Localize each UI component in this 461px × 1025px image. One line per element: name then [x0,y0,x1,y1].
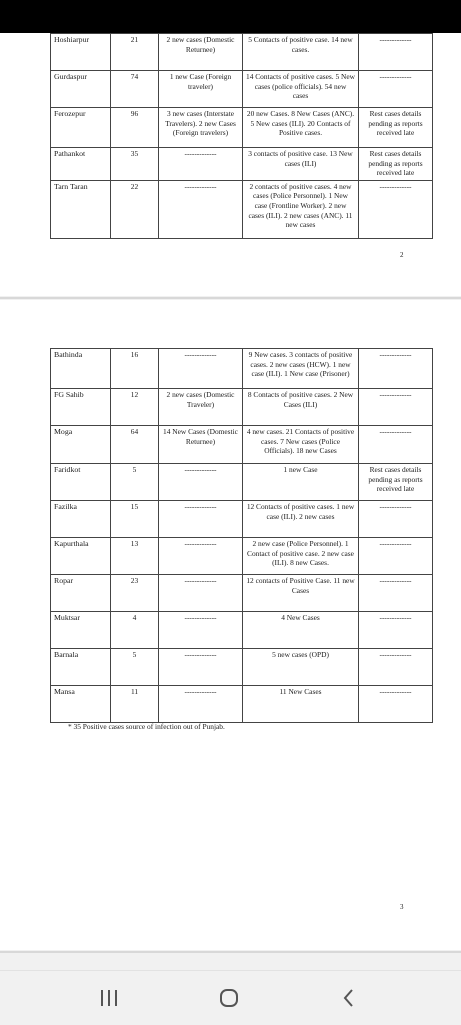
status-bar [0,0,461,33]
contact-cases: 1 new Case [243,464,359,501]
table-row [51,34,433,71]
case-count: 35 [111,148,159,181]
remarks: Rest cases details pending as reports received late [359,148,433,181]
page-number: 2 [400,251,404,259]
case-count: 11 [111,686,159,723]
table-row [51,501,433,538]
table-row [51,649,433,686]
district-name: Ferozepur [51,108,111,148]
case-count: 15 [111,501,159,538]
case-count: 22 [111,180,159,238]
district-name: Faridkot [51,464,111,501]
table-row [51,464,433,501]
back-icon [341,988,357,1008]
remarks: ------------- [359,71,433,108]
contact-cases: 12 Contacts of positive cases. 1 new case (ILI). 2 new cases [243,501,359,538]
district-name: Kapurthala [51,538,111,575]
case-count: 96 [111,108,159,148]
case-count: 5 [111,464,159,501]
travel-cases: ------------- [159,538,243,575]
footnote: * 35 Positive cases source of infection out of Punjab. [68,722,225,731]
contact-cases: 2 contacts of positive cases. 4 new cases (Police Personnel). 1 New case (Frontline Worker). 2 new cases (ILI). 2 new cases (ANC). 11 new cases [243,180,359,238]
contact-cases: 14 Contacts of positive cases. 5 New cases (police officials). 54 new cases [243,71,359,108]
travel-cases: ------------- [159,464,243,501]
remarks: ------------- [359,349,433,389]
contact-cases: 12 contacts of Positive Case. 11 new Cases [243,575,359,612]
district-name: Muktsar [51,612,111,649]
contact-cases: 4 new cases. 21 Contacts of positive cases. 7 New cases (Police Officials). 18 new Cases [243,426,359,464]
remarks: ------------- [359,686,433,723]
case-count: 21 [111,34,159,71]
district-cases-table [50,33,433,239]
travel-cases: ------------- [159,148,243,181]
remarks: ------------- [359,34,433,71]
remarks: Rest cases details pending as reports received late [359,464,433,501]
home-button[interactable] [209,985,249,1011]
case-count: 4 [111,612,159,649]
case-count: 16 [111,349,159,389]
district-name: Bathinda [51,349,111,389]
travel-cases: 14 New Cases (Domestic Returnee) [159,426,243,464]
table-row [51,389,433,426]
travel-cases: ------------- [159,686,243,723]
page-number: 3 [400,903,404,911]
travel-cases: 1 new Case (Foreign traveler) [159,71,243,108]
travel-cases: ------------- [159,649,243,686]
remarks: ------------- [359,538,433,575]
district-name: FG Sahib [51,389,111,426]
table-row [51,426,433,464]
remarks: ------------- [359,180,433,238]
travel-cases: ------------- [159,180,243,238]
table-row [51,108,433,148]
remarks: ------------- [359,426,433,464]
table-row [51,612,433,649]
remarks: ------------- [359,612,433,649]
remarks: ------------- [359,389,433,426]
case-count: 13 [111,538,159,575]
district-name: Tarn Taran [51,180,111,238]
recent-apps-icon [99,989,119,1007]
contact-cases: 5 new cases (OPD) [243,649,359,686]
travel-cases: 2 new cases (Domestic Returnee) [159,34,243,71]
table-row [51,180,433,238]
table-row [51,575,433,612]
table-row [51,71,433,108]
contact-cases: 5 Contacts of positive case. 14 new cases. [243,34,359,71]
case-count: 74 [111,71,159,108]
table-row [51,148,433,181]
travel-cases: ------------- [159,501,243,538]
travel-cases: ------------- [159,612,243,649]
back-button[interactable] [329,985,369,1011]
travel-cases: 3 new cases (Interstate Travelers). 2 new Cases (Foreign travelers) [159,108,243,148]
contact-cases: 20 new Cases. 8 New Cases (ANC). 5 New cases (ILI). 20 Contacts of Positive cases. [243,108,359,148]
district-name: Gurdaspur [51,71,111,108]
district-cases-table [50,348,433,723]
travel-cases: 2 new cases (Domestic Traveler) [159,389,243,426]
case-count: 12 [111,389,159,426]
remarks: ------------- [359,649,433,686]
travel-cases: ------------- [159,349,243,389]
recent-apps-button[interactable] [89,985,129,1011]
travel-cases: ------------- [159,575,243,612]
case-count: 64 [111,426,159,464]
table-row [51,686,433,723]
remarks: ------------- [359,501,433,538]
table-row [51,349,433,389]
district-name: Barnala [51,649,111,686]
contact-cases: 3 contacts of positive case. 13 New cases (ILI) [243,148,359,181]
navigation-bar [0,970,461,1025]
table-row [51,538,433,575]
home-icon [218,987,240,1009]
remarks: ------------- [359,575,433,612]
district-name: Mansa [51,686,111,723]
district-name: Pathankot [51,148,111,181]
district-name: Fazilka [51,501,111,538]
contact-cases: 9 New cases. 3 contacts of positive cases. 2 new cases (HCW). 1 new case (ILI). 1 New case (Prisoner) [243,349,359,389]
document-page-2 [0,33,461,296]
contact-cases: 11 New Cases [243,686,359,723]
case-count: 23 [111,575,159,612]
case-count: 5 [111,649,159,686]
contact-cases: 2 new case (Police Personnel). 1 Contact of positive case. 2 new case (ILI). 8 new Cases. [243,538,359,575]
district-name: Hoshiarpur [51,34,111,71]
document-page-3 [0,300,461,950]
page-divider [0,951,461,953]
contact-cases: 8 Contacts of positive cases. 2 New Cases (ILI) [243,389,359,426]
district-name: Ropar [51,575,111,612]
page-divider [0,297,461,299]
district-name: Moga [51,426,111,464]
remarks: Rest cases details pending as reports received late [359,108,433,148]
contact-cases: 4 New Cases [243,612,359,649]
